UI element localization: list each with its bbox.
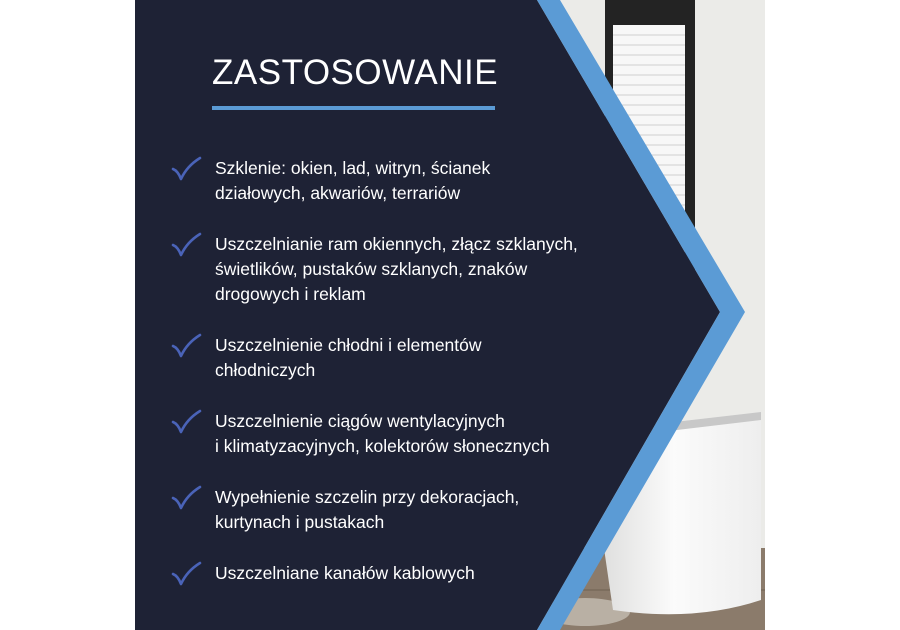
page-title: ZASTOSOWANIE [212,53,499,92]
checkmark-icon [170,156,202,182]
checkmark-icon [170,333,202,359]
checkmark-icon [170,485,202,511]
list-item-text: Uszczelnienie chłodni i elementów chłodniczych [215,335,482,380]
checkmark-icon [170,561,202,587]
checkmark-icon [170,409,202,435]
bathroom-background [135,0,765,630]
infographic [135,0,765,630]
list-item-text: Wypełnienie szczelin przy dekoracjach, kurtynach i pustakach [215,487,520,532]
title-underline [212,106,495,110]
list-item-text: Szklenie: okien, lad, witryn, ścianek działowych, akwariów, terrariów [215,158,491,203]
checkmark-icon [170,232,202,258]
list-item-text: Uszczelnianie ram okiennych, złącz szklanych, świetlików, pustaków szklanych, znaków drogowych i reklam [215,234,578,304]
list-item-text: Uszczelnienie ciągów wentylacyjnych i klimatyzacyjnych, kolektorów słonecznych [215,411,550,456]
list-item-text: Uszczelniane kanałów kablowych [215,563,475,583]
